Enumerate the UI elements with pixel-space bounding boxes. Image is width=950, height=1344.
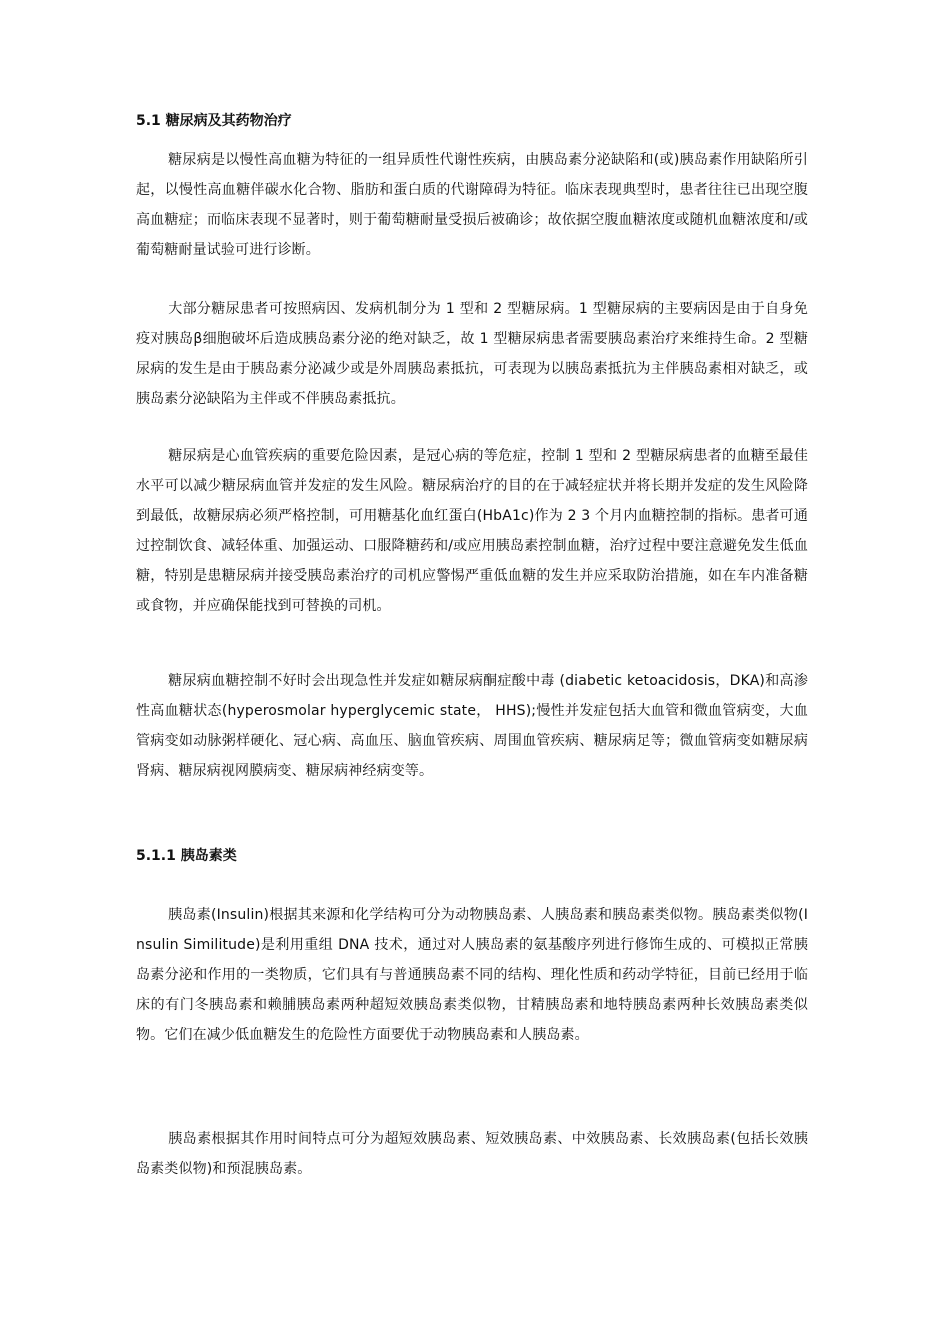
paragraph-diabetes-risk-control (136, 441, 808, 621)
paragraph-text: 糖尿病是心血管疾病的重要危险因素，是冠心病的等危症，控制 1 型和 2 型糖尿病患者的血糖至最佳水平可以减少糖尿病血管并发症的发生风险。糖尿病治疗的目的在于减轻症状并将长期并发症的发生风险降到最低，故糖尿病必须严格控制，可用糖基化血红蛋白(HbA1c)作为 2 3 个月内血糖控制的指标。患者可通过控制饮食、减轻体重、加强运动、口服降糖药和/或应用胰岛素控制血糖，治疗过程中要注意避免发生低血糖，特别是患糖尿病并接受胰岛素治疗的司机应警惕严重低血糖的发生并应采取防治措施，如在车内准备糖或食物，并应确保能找到可替换的司机。 (136, 448, 808, 614)
paragraph-text: 胰岛素(Insulin)根据其来源和化学结构可分为动物胰岛素、人胰岛素和胰岛素类似物。胰岛素类似物(Insulin Similitude)是利用重组 DNA 技术，通过对人胰岛素的氨基酸序列进行修饰生成的、可模拟正常胰岛素分泌和作用的一类物质，它们具有与普通胰岛素不同的结构、理化性质和药动学特征，目前已经用于临床的有门冬胰岛素和赖脯胰岛素两种超短效胰岛素类似物，甘精胰岛素和地特胰岛素两种长效胰岛素类似物。它们在减少低血糖发生的危险性方面要优于动物胰岛素和人胰岛素。 (136, 907, 808, 1043)
paragraph-text: 胰岛素根据其作用时间特点可分为超短效胰岛素、短效胰岛素、中效胰岛素、长效胰岛素(包括长效胰岛素类似物)和预混胰岛素。 (136, 1131, 808, 1177)
section-heading-5-1: 5.1 糖尿病及其药物治疗 (136, 113, 292, 129)
paragraph-diabetes-types (136, 294, 808, 414)
paragraph-text: 大部分糖尿患者可按照病因、发病机制分为 1 型和 2 型糖尿病。1 型糖尿病的主要病因是由于自身免疫对胰岛β细胞破坏后造成胰岛素分泌的绝对缺乏，故 1 型糖尿病患者需要胰岛素治疗来维持生命。2 型糖尿病的发生是由于胰岛素分泌减少或是外周胰岛素抵抗，可表现为以胰岛素抵抗为主伴胰岛素相对缺乏，或胰岛素分泌缺陷为主伴或不伴胰岛素抵抗。 (136, 301, 808, 407)
paragraph-diabetes-complications (136, 666, 808, 786)
paragraph-text: 糖尿病是以慢性高血糖为特征的一组异质性代谢性疾病，由胰岛素分泌缺陷和(或)胰岛素作用缺陷所引起，以慢性高血糖伴碳水化合物、脂肪和蛋白质的代谢障碍为特征。临床表现典型时，患者往往已出现空腹高血糖症；而临床表现不显著时，则于葡萄糖耐量受损后被确诊；故依据空腹血糖浓度或随机血糖浓度和/或葡萄糖耐量试验可进行诊断。 (136, 152, 808, 258)
paragraph-insulin-classification (136, 900, 808, 1050)
paragraph-text: 糖尿病血糖控制不好时会出现急性并发症如糖尿病酮症酸中毒 (diabetic ketoacidosis，DKA)和高渗性高血糖状态(hyperosmolar hyperglycemic state， HHS);慢性并发症包括大血管和微血管病变，大血管病变如动脉粥样硬化、冠心病、高血压、脑血管疾病、周围血管疾病、糖尿病足等；微血管病变如糖尿病肾病、糖尿病视网膜病变、糖尿病神经病变等。 (136, 673, 808, 779)
paragraph-diabetes-definition (136, 145, 808, 265)
paragraph-insulin-duration-types (136, 1124, 808, 1184)
section-heading-5-1-1: 5.1.1 胰岛素类 (136, 848, 237, 864)
